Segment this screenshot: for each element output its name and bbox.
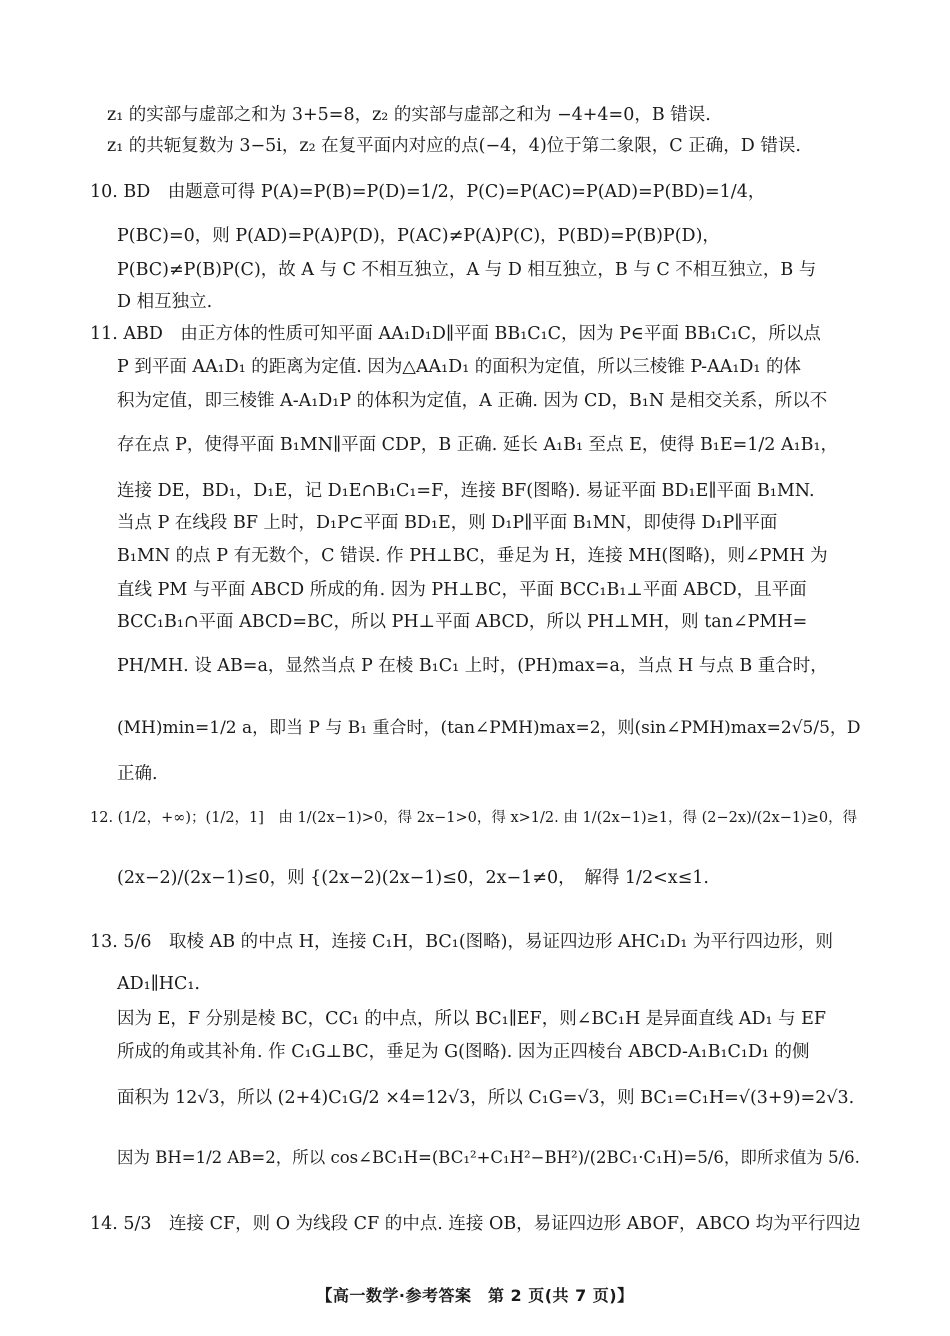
text-line: 当点 P 在线段 BF 上时，D₁P⊂平面 BD₁E，则 D₁P∥平面 B₁MN，即使得 D₁P∥平面 (117, 513, 778, 533)
text-line: (2x−2)/(2x−1)≤0，则 {(2x−2)(2x−1)≤0，2x−1≠0， 解得 1/2<x≤1. (117, 868, 709, 888)
text-line: PH/MH. 设 AB=a，显然当点 P 在棱 B₁C₁ 上时，(PH)max=a，当点 H 与点 B 重合时， (117, 656, 828, 676)
text-line: P(BC)=0，则 P(AD)=P(A)P(D)，P(AC)≠P(A)P(C)，P(BD)=P(B)P(D)， (117, 226, 720, 246)
text-line: 直线 PM 与平面 ABCD 所成的角. 因为 PH⊥BC，平面 BCC₁B₁⊥平面 ABCD，且平面 (117, 580, 807, 600)
answer-14-line: 14. 5/3 连接 CF，则 O 为线段 CF 的中点. 连接 OB，易证四边形 ABOF，ABCO 均为平行四边 (90, 1214, 861, 1234)
text-line: 积为定值，即三棱锥 A-A₁D₁P 的体积为定值，A 正确. 因为 CD，B₁N 是相交关系，所以不 (117, 391, 828, 411)
text-line: B₁MN 的点 P 有无数个，C 错误. 作 PH⊥BC，垂足为 H，连接 MH(图略)，则∠PMH 为 (117, 546, 828, 566)
text-line: 因为 BH=1/2 AB=2，所以 cos∠BC₁H=(BC₁²+C₁H²−BH²)/(2BC₁·C₁H)=5/6，即所求值为 5/6. (117, 1148, 860, 1167)
text-line: z₁ 的实部与虚部之和为 3+5=8，z₂ 的实部与虚部之和为 −4+4=0，B 错误. (107, 105, 711, 125)
text-line: 存在点 P，使得平面 B₁MN∥平面 CDP，B 正确. 延长 A₁B₁ 至点 E，使得 B₁E=1/2 A₁B₁， (117, 435, 839, 455)
text-line: 面积为 12√3，所以 (2+4)C₁G/2 ×4=12√3，所以 C₁G=√3，则 BC₁=C₁H=√(3+9)=2√3. (117, 1088, 855, 1108)
answer-11-line: 11. ABD 由正方体的性质可知平面 AA₁D₁D∥平面 BB₁C₁C，因为 P∈平面 BB₁C₁C，所以点 (90, 324, 821, 344)
text-line: z₁ 的共轭复数为 3−5i，z₂ 在复平面内对应的点(−4，4)位于第二象限，C 正确，D 错误. (107, 136, 801, 156)
page-footer: 【高一数学·参考答案 第 2 页(共 7 页)】 (316, 1286, 634, 1305)
answer-12-line: 12. (1/2，+∞)；(1/2，1] 由 1/(2x−1)>0，得 2x−1>0，得 x>1/2. 由 1/(2x−1)≥1，得 (2−2x)/(2x−1)≥0，得 (90, 810, 858, 826)
text-line: (MH)min=1/2 a，即当 P 与 B₁ 重合时，(tan∠PMH)max=2，则(sin∠PMH)max=2√5/5，D (117, 718, 861, 738)
text-line: AD₁∥HC₁. (117, 974, 200, 994)
answer-13-line: 13. 5/6 取棱 AB 的中点 H，连接 C₁H，BC₁(图略)，易证四边形 AHC₁D₁ 为平行四边形，则 (90, 932, 833, 952)
text-line: P(BC)≠P(B)P(C)，故 A 与 C 不相互独立，A 与 D 相互独立，B 与 C 不相互独立，B 与 (117, 260, 817, 280)
text-line: 连接 DE，BD₁，D₁E，记 D₁E∩B₁C₁=F，连接 BF(图略). 易证平面 BD₁E∥平面 B₁MN. (117, 481, 815, 501)
answer-10-line: 10. BD 由题意可得 P(A)=P(B)=P(D)=1/2，P(C)=P(AC)=P(AD)=P(BD)=1/4， (90, 182, 766, 202)
text-line: P 到平面 AA₁D₁ 的距离为定值. 因为△AA₁D₁ 的面积为定值，所以三棱锥 P-AA₁D₁ 的体 (117, 357, 801, 377)
text-line: 因为 E，F 分别是棱 BC，CC₁ 的中点，所以 BC₁∥EF，则∠BC₁H 是异面直线 AD₁ 与 EF (117, 1009, 827, 1029)
text-line: BCC₁B₁∩平面 ABCD=BC，所以 PH⊥平面 ABCD，所以 PH⊥MH，则 tan∠PMH= (117, 612, 808, 632)
text-line: 正确. (117, 764, 158, 784)
text-line: 所成的角或其补角. 作 C₁G⊥BC，垂足为 G(图略). 因为正四棱台 ABCD-A₁B₁C₁D₁ 的侧 (117, 1042, 810, 1062)
text-line: D 相互独立. (117, 292, 213, 312)
